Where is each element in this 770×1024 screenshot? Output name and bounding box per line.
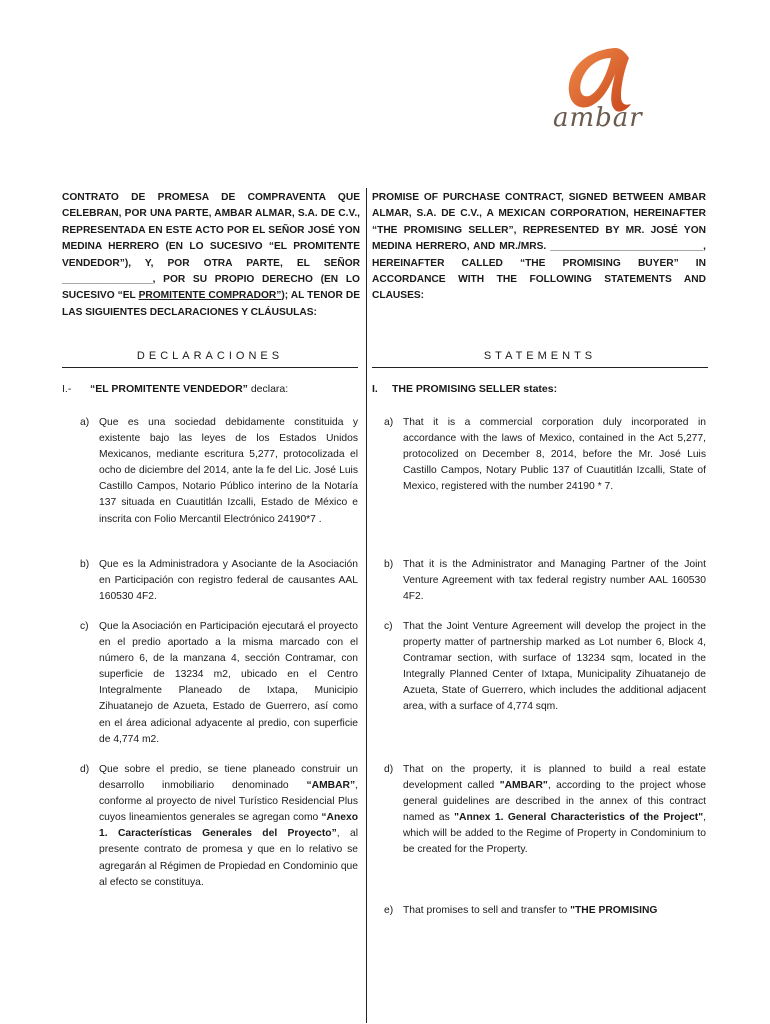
title-spanish: CONTRATO DE PROMESA DE COMPRAVENTA QUE CELEBRAN, POR UNA PARTE, AMBAR ALMAR, S.A. DE C.V., REPRESENTADA EN ESTE ACTO POR EL SEÑOR JOSÉ YON MEDINA HERRERO (EN LO SUCESIVO “EL PROMITENTE VENDEDOR”), Y, POR OTRA PARTE, EL SEÑOR ________________, POR SU PROPIO DERECHO (EN LO SUCESIVO “EL PROMITENTE COMPRADOR”); AL TENOR DE LAS SIGUIENTES DECLARACIONES Y CLÁUSULAS:	[62, 192, 360, 318]
title-english: PROMISE OF PURCHASE CONTRACT, SIGNED BETWEEN AMBAR ALMAR, S.A. DE C.V., A MEXICAN CORPORATION, HEREINAFTER “THE PROMISING SELLER”, REPRESENTED BY MR. JOSÉ YON MEDINA HERRERO, AND MR./MRS. ___________________________, HEREINAFTER CALLED “THE PROMISING BUYER” IN ACCORDANCE WITH THE FOLLOWING STATEMENTS AND CLAUSES:	[372, 192, 706, 302]
logo-wordmark: ambar	[553, 103, 643, 133]
statement-en-e: e) That promises to sell and transfer to "THE PROMISING	[384, 905, 658, 916]
statement-en-d: d) That on the property, it is planned to build a real estate development called "AMBAR", according to the project whose general guidelines are described in the annex of this contract named as "Annex 1. General Characteristics of the Project", which will be added to the Regime of Property in Condominium to be created for the Property.	[384, 764, 706, 856]
declaration-es-c: c) Que la Asociación en Participación ejecutará el proyecto en el predio aportado a la misma marcado con el número 6, de la manzana 4, sección Contramar, con superficie de 13234 m2, ubicado en el Centro Integralmente Planeado de Ixtapa, Municipio Zihuatanejo de Azueta, Estado de Guerrero, así como en el área adicional adyacente al predio, con superficie de 4,774 m2.	[80, 621, 358, 745]
heading-declaraciones: DECLARACIONES	[136, 350, 284, 362]
intro-spanish: “EL PROMITENTE VENDEDOR” declara:	[90, 383, 289, 395]
statement-en-c: c) That the Joint Venture Agreement will develop the project in the property matter of partnership marked as Lot number 6, Block 4, Contramar section, with surface of 13234 sqm, located in the Integrally Planned Center of Ixtapa, Municipality Zihuatanejo de Azueta, State of Guerrero, which includes the additional adjacent area, with a surface of 4,774 sqm.	[384, 621, 706, 713]
intro-english: THE PROMISING SELLER states:	[392, 383, 558, 395]
heading-statements: STATEMENTS	[483, 350, 597, 362]
statement-en-a: a) That it is a commercial corporation duly incorporated in accordance with the laws of Mexico, contained in the Act 5,277, protocolized on December 8, 2014, before the Mr. José Luis Castillo Campos, Notary Public 137 of Cuautitlán Izcalli, State of Mexico, registered with the number 24190 * 7.	[384, 417, 706, 493]
declaration-es-d: d) Que sobre el predio, se tiene planeado construir un desarrollo inmobiliario denominado “AMBAR”, conforme al proyecto de nivel Turístico Residencial Plus cuyos lineamientos generales se agregan como “Anexo 1. Características Generales del Proyecto”, al presente contrato de promesa y que en lo relativo se agregarán al Régimen de Propiedad en Condominio que al efecto se constituya.	[80, 764, 358, 888]
declaration-es-b: b) Que es la Administradora y Asociante de la Asociación en Participación con registro federal de causantes AAL 160530 4F2.	[80, 559, 358, 603]
statement-en-b: b) That it is the Administrator and Managing Partner of the Joint Venture Agreement with tax federal registry number AAL 160530 4F2.	[384, 559, 706, 603]
intro-english-number: I.	[372, 383, 378, 395]
intro-spanish-number: I.-	[62, 383, 72, 395]
heading-underline-left	[62, 367, 358, 368]
declaration-es-a: a) Que es una sociedad debidamente constituida y existente bajo las leyes de los Estados Unidos Mexicanos, mediante escritura 5,277, protocolizada el ocho de diciembre del 2014, ante la fe del Lic. José Luis Castillo Campos, Notario Público interino de la Notaría 137 situada en Cuautitlán Izcalli, Estado de México e inscrita con Folio Mercantil Electrónico 24190*7 .	[80, 417, 358, 525]
heading-underline-right	[372, 367, 708, 368]
column-divider	[366, 188, 367, 1023]
